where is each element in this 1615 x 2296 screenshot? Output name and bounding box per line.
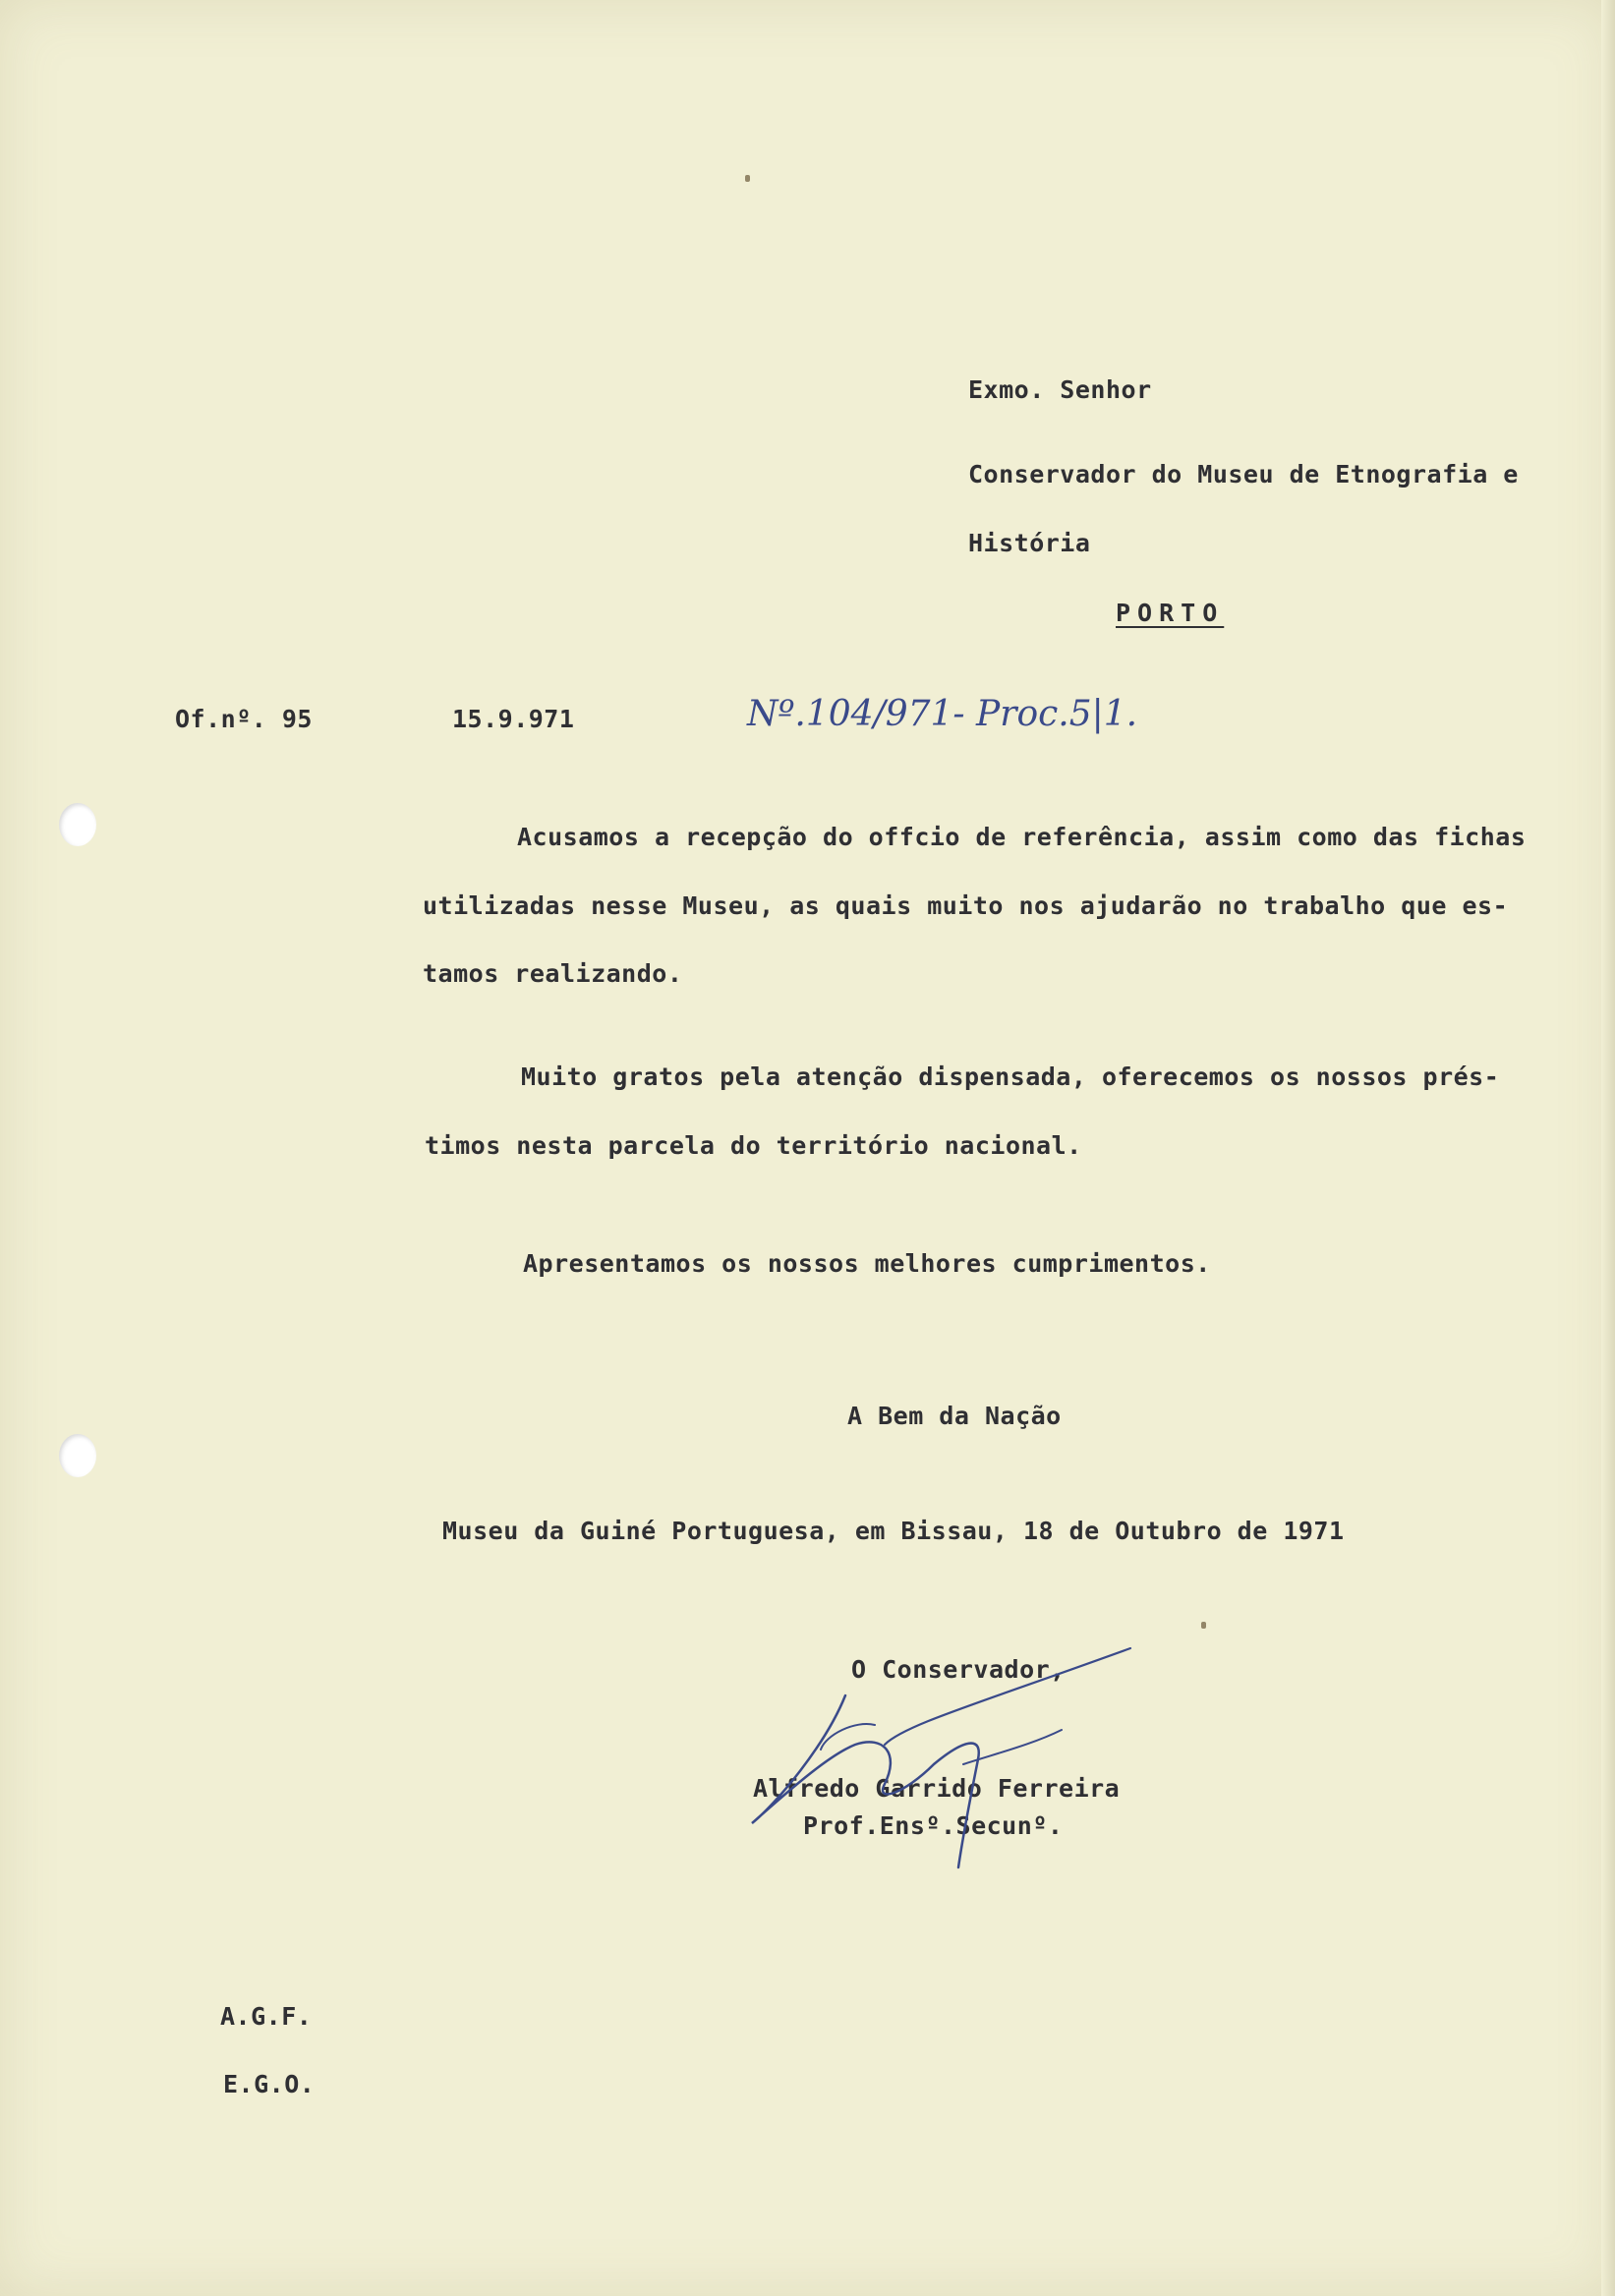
place-and-date: Museu da Guiné Portuguesa, em Bissau, 18 de Outubro de 1971	[442, 1517, 1345, 1545]
salutation: Exmo. Senhor	[968, 375, 1152, 404]
addressee-title-line1: Conservador do Museu de Etnografia e	[968, 460, 1519, 488]
paragraph-2-line-1: Muito gratos pela atenção dispensada, oferecemos os nossos prés-	[521, 1062, 1500, 1091]
paper-speck	[1201, 1622, 1206, 1629]
addressee-city: PORTO	[1116, 599, 1225, 627]
handwritten-signature	[737, 1636, 1150, 1872]
paper-edge	[1601, 0, 1615, 2296]
paragraph-2-line-2: timos nesta parcela do território nacional.	[425, 1131, 1082, 1160]
closing-motto: A Bem da Nação	[847, 1402, 1062, 1430]
paragraph-1-line-2: utilizadas nesse Museu, as quais muito nos ajudarão no trabalho que es-	[423, 891, 1509, 920]
handwritten-process-note: Nº.104/971- Proc.5|1.	[747, 694, 1138, 734]
punch-hole-top	[59, 803, 96, 846]
addressee-title-line2: História	[968, 529, 1091, 557]
signatory-name: Alfredo Garrido Ferreira	[753, 1774, 1121, 1803]
office-number: Of.nº. 95	[175, 705, 313, 733]
reference-date: 15.9.971	[452, 705, 575, 733]
paragraph-1-line-1: Acusamos a recepção do offcio de referência, assim como das fichas	[517, 823, 1527, 851]
initials-line-2: E.G.O.	[223, 2070, 316, 2098]
paragraph-1-line-3: tamos realizando.	[423, 959, 683, 988]
paragraph-3: Apresentamos os nossos melhores cumprimentos.	[523, 1249, 1211, 1278]
signatory-role: O Conservador,	[851, 1655, 1066, 1684]
signatory-title: Prof.Ensº.Secunº.	[803, 1811, 1064, 1840]
paper-speck	[745, 175, 750, 182]
punch-hole-bottom	[59, 1434, 96, 1477]
initials-line-1: A.G.F.	[220, 2002, 313, 2031]
